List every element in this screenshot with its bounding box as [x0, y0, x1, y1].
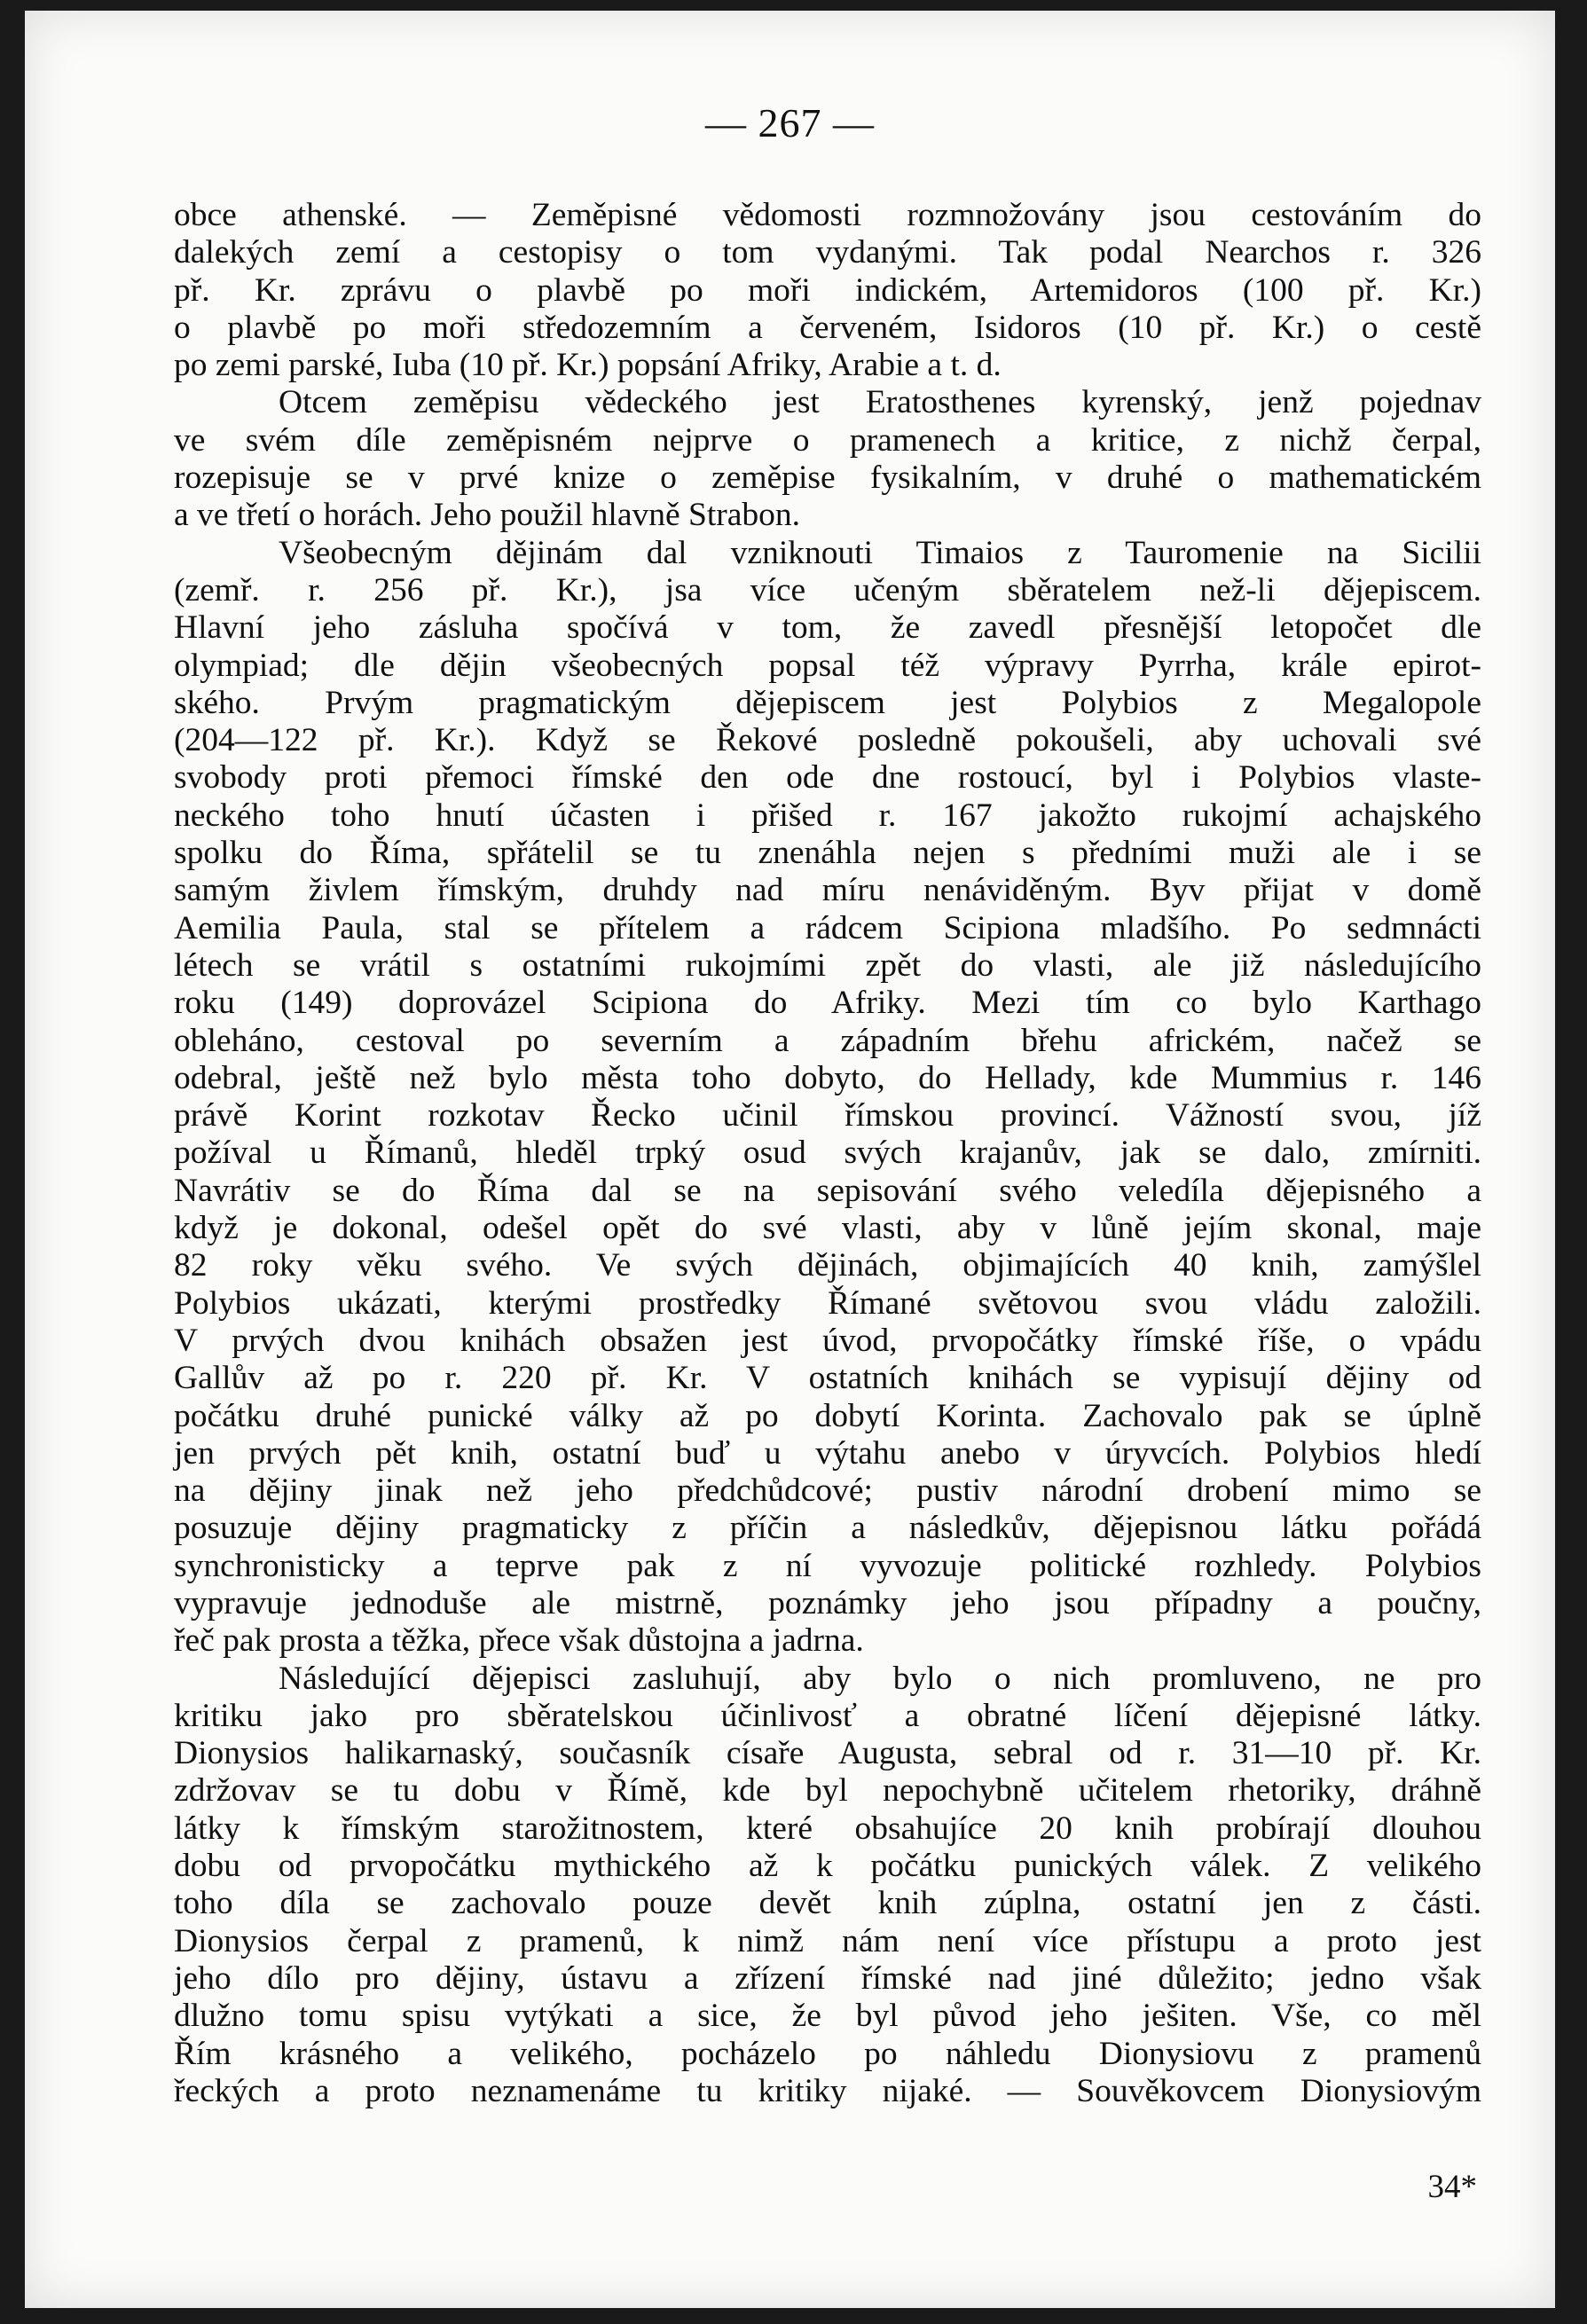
text-line: když je dokonal, odešel opět do své vlasti, aby v lůně jejím skonal, maje	[174, 1210, 1481, 1247]
text-line: na dějiny jinak než jeho předchůdcové; pustiv národní drobení mimo se	[174, 1472, 1481, 1510]
text-line: Řím krásného a velikého, pocházelo po náhledu Dionysiovu z pramenů	[174, 2035, 1481, 2072]
document-page	[25, 11, 1555, 2308]
text-line: a ve třetí o horách. Jeho použil hlavně Strabon.	[174, 497, 801, 534]
text-line: dobu od prvopočátku mythického až k počátku punických válek. Z velikého	[174, 1848, 1481, 1885]
text-line: př. Kr. zprávu o plavbě po moři indickém, Artemidoros (100 př. Kr.)	[174, 271, 1481, 309]
text-line: obce athenské. — Zeměpisné vědomosti rozmnožovány jsou cestováním do	[174, 197, 1481, 233]
text-line: Polybios ukázati, kterými prostředky Římané světovou svou vládu založili.	[174, 1284, 1481, 1322]
text-line: synchronisticky a teprve pak z ní vyvozuje politické rozhledy. Polybios	[174, 1547, 1481, 1584]
text-line: látky k římským starožitnostem, které obsahujíce 20 knih probírají dlouhou	[174, 1810, 1481, 1847]
text-line: obleháno, cestoval po severním a západním břehu africkém, načež se	[174, 1022, 1481, 1059]
text-line: (204—122 př. Kr.). Když se Řekové posledně pokoušeli, aby uchovali své	[174, 722, 1481, 759]
text-line: neckého toho hnutí účasten i přišed r. 167 jakožto rukojmí achajského	[174, 797, 1481, 834]
text-line: toho díla se zachovalo pouze devět knih zúplna, ostatní jen z části.	[174, 1885, 1481, 1922]
text-line: jen prvých pět knih, ostatní buď u výtahu anebo v úryvcích. Polybios hledí	[174, 1434, 1481, 1472]
text-line: (zemř. r. 256 př. Kr.), jsa více učeným sběratelem než-li dějepiscem.	[174, 571, 1481, 608]
text-line: Dionysios halikarnaský, současník císaře Augusta, sebral od r. 31—10 př. Kr.	[174, 1735, 1481, 1772]
signature-mark: 34*	[1427, 2169, 1477, 2205]
text-line: Navrátiv se do Říma dal se na sepisování svého veledíla dějepisného a	[174, 1172, 1481, 1209]
text-line: jeho dílo pro dějiny, ústavu a zřízení římské nad jiné důležito; jedno však	[174, 1959, 1481, 1997]
text-line: V prvých dvou knihách obsažen jest úvod, prvopočátky římské říše, o vpádu	[174, 1322, 1481, 1359]
text-line: svobody proti přemoci římské den ode dne rostoucí, byl i Polybios vlaste-	[174, 759, 1481, 797]
text-line: 82 roky věku svého. Ve svých dějinách, objimajících 40 knih, zamýšlel	[174, 1247, 1481, 1284]
text-line: Aemilia Paula, stal se přítelem a rádcem Scipiona mladšího. Po sedmnácti	[174, 909, 1481, 946]
text-line: dalekých zemí a cestopisy o tom vydanými. Tak podal Nearchos r. 326	[174, 234, 1481, 271]
text-line: Hlavní jeho zásluha spočívá v tom, že zavedl přesnější letopočet dle	[174, 609, 1481, 647]
text-line: spolku do Říma, spřátelil se tu znenáhla nejen s předními muži ale i se	[174, 835, 1481, 872]
text-line: Gallův až po r. 220 př. Kr. V ostatních knihách se vypisují dějiny od	[174, 1360, 1481, 1397]
body-text	[174, 197, 1481, 2110]
text-line: počátku druhé punické války až po dobytí Korinta. Zachovalo pak se úplně	[174, 1397, 1481, 1434]
text-line: Otcem zeměpisu vědeckého jest Eratosthenes kyrenský, jenž pojednav	[279, 384, 1481, 421]
text-line: právě Korint rozkotav Řecko učinil římskou provincí. Vážností svou, jíž	[174, 1097, 1481, 1135]
text-line: zdržovav se tu dobu v Římě, kde byl nepochybně učitelem rhetoriky, dráhně	[174, 1772, 1481, 1810]
text-line: ve svém díle zeměpisném nejprve o pramenech a kritice, z nichž čerpal,	[174, 421, 1481, 459]
text-line: ského. Prvým pragmatickým dějepiscem jest Polybios z Megalopole	[174, 684, 1481, 721]
text-line: kritiku jako pro sběratelskou účinlivosť a obratné líčení dějepisné látky.	[174, 1697, 1481, 1734]
text-line: roku (149) doprovázel Scipiona do Afriky. Mezi tím co bylo Karthago	[174, 985, 1481, 1022]
text-line: létech se vrátil s ostatními rukojmími zpět do vlasti, ale již následujícího	[174, 946, 1481, 984]
text-line: rozepisuje se v prvé knize o zeměpise fysikalním, v druhé o mathematickém	[174, 459, 1481, 497]
text-line: řeč pak prosta a těžka, přece však důstojna a jadrna.	[174, 1622, 864, 1660]
text-line: řeckých a proto neznamenáme tu kritiky nijaké. — Souvěkovcem Dionysiovým	[174, 2072, 1481, 2109]
text-line: po zemi parské, Iuba (10 př. Kr.) popsání Afriky, Arabie a t. d.	[174, 347, 1002, 384]
page-number: — 267 —	[705, 100, 875, 145]
text-line: olympiad; dle dějin všeobecných popsal též výpravy Pyrrha, krále epirot-	[174, 647, 1481, 684]
text-line: samým živlem římským, druhdy nad míru nenáviděným. Byv přijat v domě	[174, 872, 1481, 909]
text-line: odebral, ještě než bylo města toho dobyto, do Hellady, kde Mummius r. 146	[174, 1059, 1481, 1096]
text-line: Všeobecným dějinám dal vzniknouti Timaios z Tauromenie na Sicilii	[279, 534, 1481, 571]
text-line: Dionysios čerpal z pramenů, k nimž nám není více přístupu a proto jest	[174, 1922, 1481, 1959]
text-line: Následující dějepisci zasluhují, aby bylo o nich promluveno, ne pro	[279, 1660, 1481, 1697]
text-line: dlužno tomu spisu vytýkati a sice, že byl původ jeho ješiten. Vše, co měl	[174, 1998, 1481, 2035]
text-line: o plavbě po moři středozemním a červeném, Isidoros (10 př. Kr.) o cestě	[174, 309, 1481, 346]
text-line: posuzuje dějiny pragmaticky z příčin a následkův, dějepisnou látku pořádá	[174, 1510, 1481, 1547]
text-line: požíval u Římanů, hleděl trpký osud svých krajanův, jak se dalo, zmírniti.	[174, 1135, 1481, 1172]
text-line: vypravuje jednoduše ale mistrně, poznámky jeho jsou případny a poučny,	[174, 1584, 1481, 1621]
